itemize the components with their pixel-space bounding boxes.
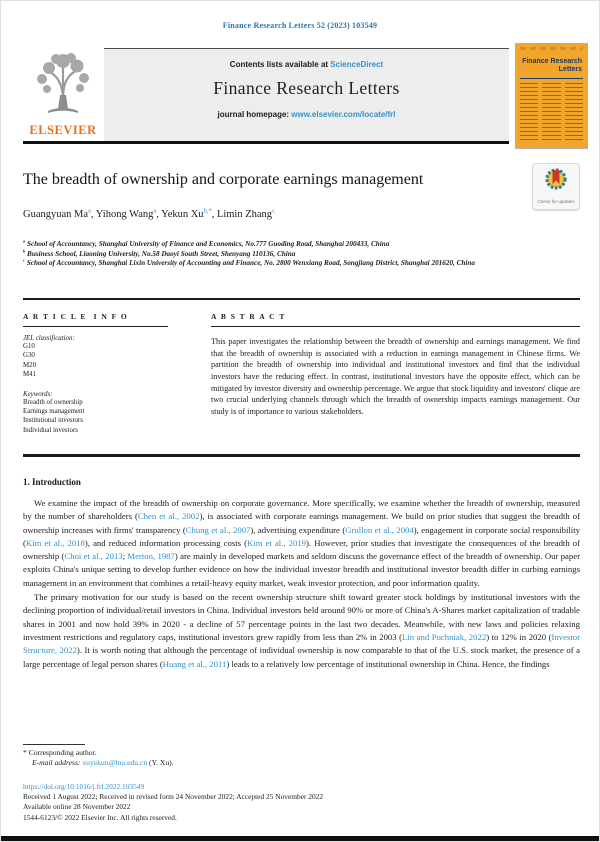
author-sup-link[interactable]: a — [153, 207, 157, 215]
journal-header-box — [104, 48, 509, 142]
text-segment: E-mail address: — [32, 758, 81, 767]
introduction-heading: 1. Introduction — [23, 477, 81, 487]
article-info-column — [23, 312, 173, 435]
citation-link[interactable]: Grullon et al., 2004 — [345, 524, 414, 535]
affiliation-text: Business School, Liaoning University, No.58 Daoyi South Street, Shenyang 110136, China — [25, 249, 296, 258]
page-bottom-bar — [1, 836, 600, 841]
text-segment: We examine the impact of the breadth of ownership on corporate governance. More specifically, we examine whether the breadth of ownership, measured by the number of shareholders ( — [23, 498, 580, 522]
text-segment: ), and reduced information processing costs ( — [84, 537, 248, 548]
text-segment: ). It is worth noting that although the percentage of individual ownership is now comparable to that of the U.S. stock market, the presence of a large percentage of legal person shares ( — [23, 645, 580, 669]
abstract-heading: A B S T R A C T — [211, 312, 286, 321]
citation-link[interactable]: Chen et al., 2002 — [137, 511, 200, 522]
copyright-line: 1544-6123/© 2022 Elsevier Inc. All rights reserved. — [23, 812, 177, 822]
text-segment: ; — [122, 551, 128, 562]
journal-cover-thumbnail[interactable] — [515, 43, 588, 149]
author-sup-link[interactable]: c — [272, 207, 275, 215]
text-segment: , — [90, 209, 96, 220]
keywords-label: Keywords: — [23, 391, 53, 398]
available-line: Available online 28 November 2022 — [23, 802, 131, 812]
text-segment: ). However, prior studies that investigate the consequences of the breadth of ownership ( — [23, 537, 581, 562]
cover-contents-lines — [520, 83, 583, 141]
affiliation-c — [23, 259, 488, 269]
affiliation-a — [23, 240, 488, 250]
journal-homepage-link[interactable]: www.elsevier.com/locate/frl — [291, 110, 396, 119]
check-for-updates-badge[interactable] — [532, 163, 580, 210]
citation-link[interactable]: xuyekun@lnu.edu.cn — [82, 758, 148, 767]
citation-link[interactable]: Kim et al., 2019 — [247, 537, 307, 548]
author-sup-link[interactable]: a — [88, 207, 91, 215]
elsevier-logo[interactable] — [25, 51, 101, 137]
footnote-rule — [23, 744, 85, 745]
citation-link[interactable]: Lin and Puchniak, 2022 — [402, 631, 487, 642]
info-section-bottom-rule — [23, 454, 580, 457]
keyword: Breadth of ownership — [23, 399, 83, 406]
jel-code: G30 — [23, 352, 35, 360]
intro-paragraph-1 — [23, 497, 580, 590]
affiliation-sup: b — [23, 248, 26, 254]
keyword: Earnings management — [23, 408, 85, 416]
text-segment: (Y. Xu). — [147, 758, 174, 767]
author-sup-link[interactable]: b,* — [203, 207, 212, 215]
citation-link[interactable]: Kim et al., 2018 — [25, 537, 85, 548]
footer — [23, 782, 580, 823]
text-segment: , — [156, 209, 162, 220]
text-segment: Yihong Wang — [95, 209, 154, 220]
homepage-prefix: journal homepage: — [217, 110, 292, 119]
keyword: Individual investors — [23, 426, 78, 434]
affiliation-sup: a — [23, 238, 26, 244]
affiliation-b — [23, 250, 488, 260]
text-segment: Guangyuan Ma — [23, 209, 89, 220]
journal-title: Finance Research Letters — [213, 78, 400, 98]
contents-line — [104, 60, 509, 69]
keyword: Institutional investors — [23, 417, 83, 425]
text-segment: ) to 12% in 2020 ( — [486, 631, 552, 642]
citation-link[interactable]: Huang et al., 2011 — [162, 658, 227, 669]
sciencedirect-link[interactable]: ScienceDirect — [330, 60, 384, 69]
affiliation-text: School of Accountancy, Shanghai Lixin University of Accounting and Finance, No. 2800 Wenxiang Road, Songjiang District, Shanghai 201620, China — [24, 259, 476, 267]
authors-line — [23, 209, 275, 220]
affiliations — [23, 240, 488, 269]
email-line — [23, 758, 423, 768]
jel-code: M41 — [23, 370, 37, 378]
cover-line-column — [565, 83, 583, 141]
article-info-heading-rule — [23, 326, 168, 327]
journal-reference: Finance Research Letters 52 (2023) 103549 — [222, 21, 378, 30]
text-segment: Limin Zhang — [216, 209, 273, 220]
citation-link[interactable]: Chung et al., 2007 — [185, 524, 251, 535]
info-section-top-rule — [23, 298, 580, 300]
affiliation-sup: c — [23, 257, 25, 263]
abstract-column — [211, 312, 580, 417]
citation-link[interactable]: Choi et al., 2013 — [64, 551, 123, 562]
text-segment: ), engagement in corporate social responsibility ( — [23, 524, 580, 548]
article-title: The breadth of ownership and corporate earnings management — [23, 171, 424, 188]
contents-line-prefix: Contents lists available at — [229, 60, 331, 69]
intro-paragraph-2 — [23, 591, 580, 671]
cover-title: Finance Research Letters — [522, 58, 582, 73]
abstract-heading-rule — [211, 326, 580, 327]
elsevier-wordmark: ELSEVIER — [29, 123, 97, 137]
text-segment: The primary motivation for our study is based on the recent ownership structure shift toward greater stock holdings by institutional investors with the declining proportion of individual/retail investors in China. Individual investors held around 90% or more of China's A-Shares market capitalization of tradable shares in 2001 and now hold 39% in 2020 - a decline of 57 percentage points in the last two decades. Meanwhile, with new laws and policies relaxing investment restrictions and regulatory caps, institutional investors grew rapidly from less than 2% in 2003 ( — [23, 592, 580, 642]
jel-code: M20 — [23, 361, 37, 369]
elsevier-tree-icon — [34, 51, 92, 117]
homepage-line — [104, 110, 509, 119]
abstract-text: This paper investigates the relationship between the breadth of ownership and earnings management. We find that the breadth of ownership is associated with a reduction in earnings management in Chinese firms. We partition the breadth of ownership into individual and institutional investors and find that the individual investors have the reducing effect. In contrast, institutional investors have the opposite effect, which can be mitigated by investor diversity and ownership percentage. We argue that stock liquidity and investors' clique are two crucial underlying channels through which the breadth of ownership impacts earnings management. Our study is of importance to various stakeholders. — [211, 337, 580, 416]
introduction-body — [23, 497, 580, 672]
doi-link[interactable]: https://doi.org/10.1016/j.frl.2022.103549 — [23, 782, 145, 791]
citation-link[interactable]: Merton, 1987 — [127, 551, 175, 562]
header-divider-rule — [23, 141, 509, 144]
citation-link[interactable]: Investor Structure, 2022 — [23, 631, 580, 656]
corresponding-author-note: * Corresponding author. — [23, 748, 97, 757]
text-segment: ), advertising expenditure ( — [250, 524, 346, 535]
text-segment: ) are mainly in developed markets and seldom discuss the governance effect of the breadth of ownership. Our paper exploits China's unique setting to develop further evidence on how the individual investor breadth and institutional investor breadth differ in curbing earnings management in an environment that combines a retail-heavy equity market, weak investor protection, and poor information quality. — [23, 551, 580, 588]
affiliation-text: School of Accountancy, Shanghai University of Finance and Economics, No.777 Guoding Road, Shanghai 200433, China — [25, 240, 390, 248]
cover-line-column — [542, 83, 560, 141]
cover-rule — [520, 78, 583, 79]
cover-line-column — [520, 83, 538, 141]
cover-top-strip — [520, 47, 583, 50]
check-for-updates-label: Check for updates — [537, 199, 575, 204]
text-segment: ) leads to a relatively low percentage of institutional ownership in China. Hence, the findings — [226, 658, 550, 669]
jel-code: G10 — [23, 343, 35, 351]
text-segment: , — [211, 209, 217, 220]
article-info-heading: A R T I C L E I N F O — [23, 312, 129, 321]
jel-label: JEL classification: — [23, 335, 75, 343]
text-segment: ), is associated with corporate earnings management. We build on prior studies that suggest the breadth of ownership increases with firms' transparency ( — [23, 511, 580, 535]
received-line: Received 1 August 2022; Received in revised form 24 November 2022; Accepted 25 November 2022 — [23, 792, 324, 802]
check-for-updates-icon — [544, 167, 568, 193]
text-segment: Yekun Xu — [161, 209, 204, 220]
footnote — [23, 748, 423, 768]
